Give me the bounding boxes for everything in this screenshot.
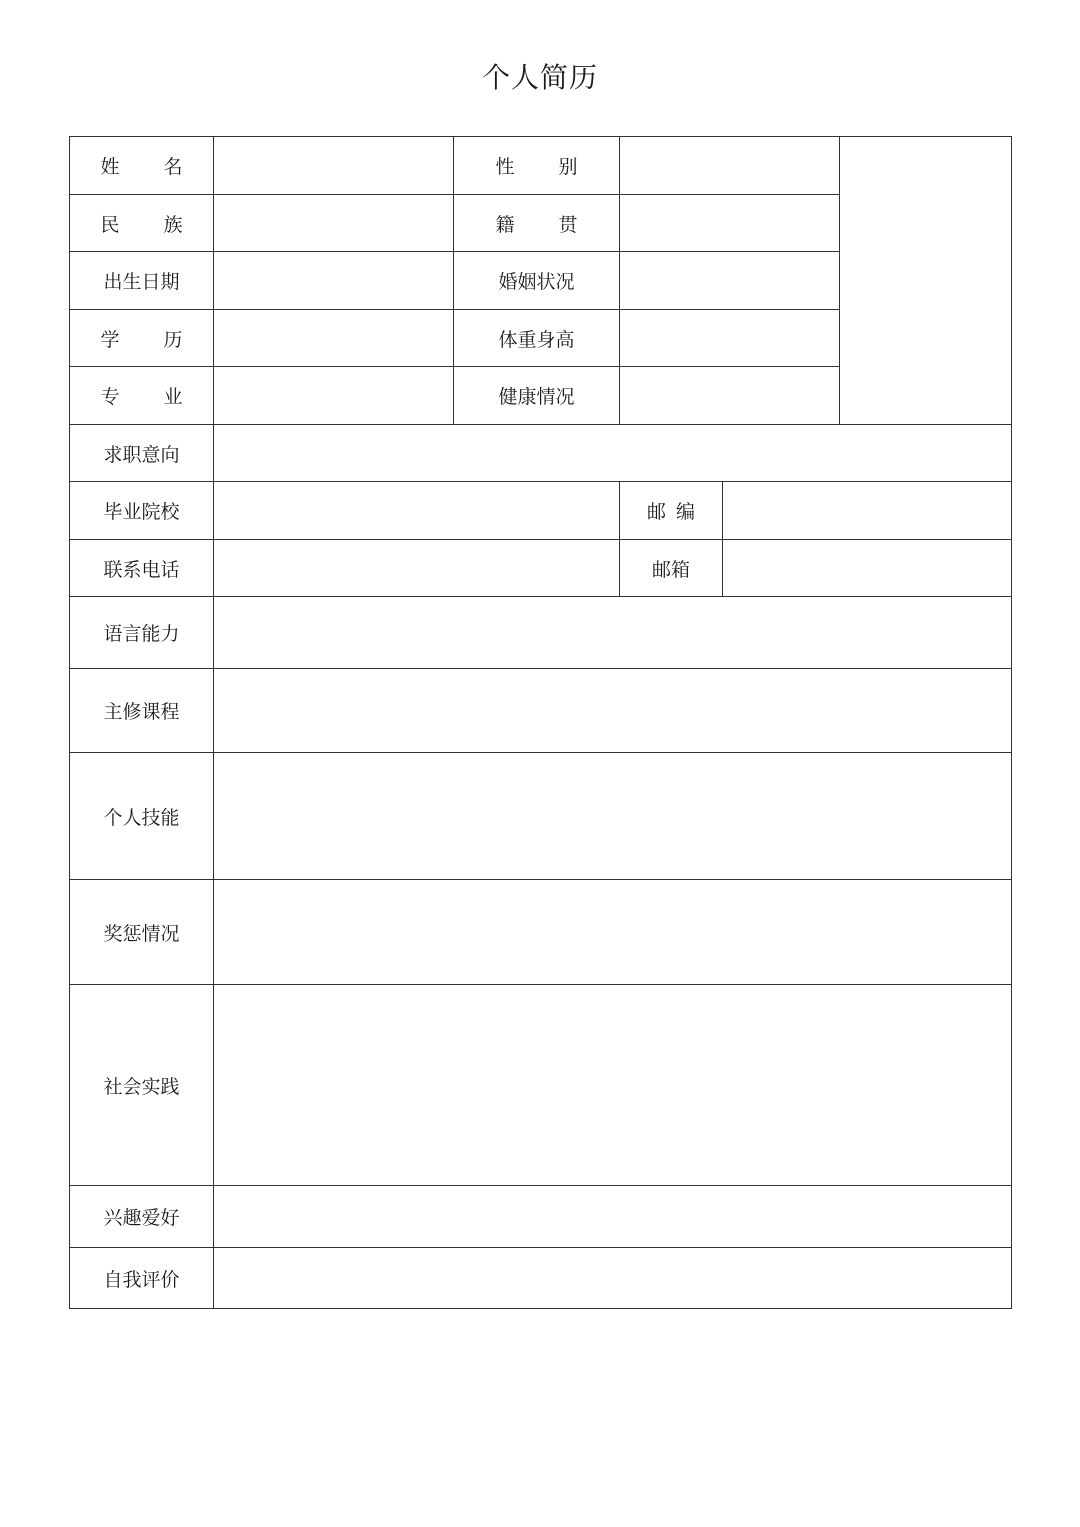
row-language <box>70 597 1012 669</box>
language-field[interactable] <box>214 597 1012 669</box>
row-phone-email <box>70 540 1012 597</box>
row-awards <box>70 880 1012 985</box>
birthdate-field[interactable] <box>214 252 454 310</box>
skills-label: 个人技能 <box>70 753 214 880</box>
self-eval-field[interactable] <box>214 1248 1012 1309</box>
skills-field[interactable] <box>214 753 1012 880</box>
major-label: 专 业 <box>70 367 214 425</box>
job-intention-field[interactable] <box>214 425 1012 482</box>
school-field[interactable] <box>214 482 620 540</box>
phone-label: 联系电话 <box>70 540 214 597</box>
postcode-label: 邮 编 <box>620 482 723 540</box>
courses-label: 主修课程 <box>70 669 214 753</box>
language-label: 语言能力 <box>70 597 214 669</box>
origin-label: 籍 贯 <box>454 195 620 252</box>
page-title: 个人简历 <box>481 61 598 94</box>
education-label: 学 历 <box>70 310 214 367</box>
row-job-intention <box>70 425 1012 482</box>
hobbies-label: 兴趣爱好 <box>70 1186 214 1248</box>
name-field[interactable] <box>214 137 454 195</box>
gender-label: 性 别 <box>454 137 620 195</box>
height-weight-field[interactable] <box>620 310 840 367</box>
education-field[interactable] <box>214 310 454 367</box>
practice-label: 社会实践 <box>70 985 214 1186</box>
ethnicity-field[interactable] <box>214 195 454 252</box>
row-school-postcode <box>70 482 1012 540</box>
health-label: 健康情况 <box>454 367 620 425</box>
row-courses <box>70 669 1012 753</box>
ethnicity-label: 民 族 <box>70 195 214 252</box>
email-label: 邮箱 <box>620 540 723 597</box>
birthdate-label: 出生日期 <box>70 252 214 310</box>
height-weight-label: 体重身高 <box>454 310 620 367</box>
job-intention-label: 求职意向 <box>70 425 214 482</box>
marital-field[interactable] <box>620 252 840 310</box>
origin-field[interactable] <box>620 195 840 252</box>
awards-label: 奖惩情况 <box>70 880 214 985</box>
practice-field[interactable] <box>214 985 1012 1186</box>
phone-field[interactable] <box>214 540 620 597</box>
name-label: 姓 名 <box>70 137 214 195</box>
row-hobbies <box>70 1186 1012 1248</box>
resume-form-table <box>69 136 1012 1309</box>
row-self-evaluation <box>70 1248 1012 1309</box>
awards-field[interactable] <box>214 880 1012 985</box>
self-eval-label: 自我评价 <box>70 1248 214 1309</box>
postcode-field[interactable] <box>723 482 1012 540</box>
courses-field[interactable] <box>214 669 1012 753</box>
gender-field[interactable] <box>620 137 840 195</box>
email-field[interactable] <box>723 540 1012 597</box>
hobbies-field[interactable] <box>214 1186 1012 1248</box>
row-skills <box>70 753 1012 880</box>
row-social-practice <box>70 985 1012 1186</box>
health-field[interactable] <box>620 367 840 425</box>
row-name-gender <box>70 137 1012 195</box>
major-field[interactable] <box>214 367 454 425</box>
marital-label: 婚姻状况 <box>454 252 620 310</box>
school-label: 毕业院校 <box>70 482 214 540</box>
photo-box[interactable] <box>840 137 1012 425</box>
